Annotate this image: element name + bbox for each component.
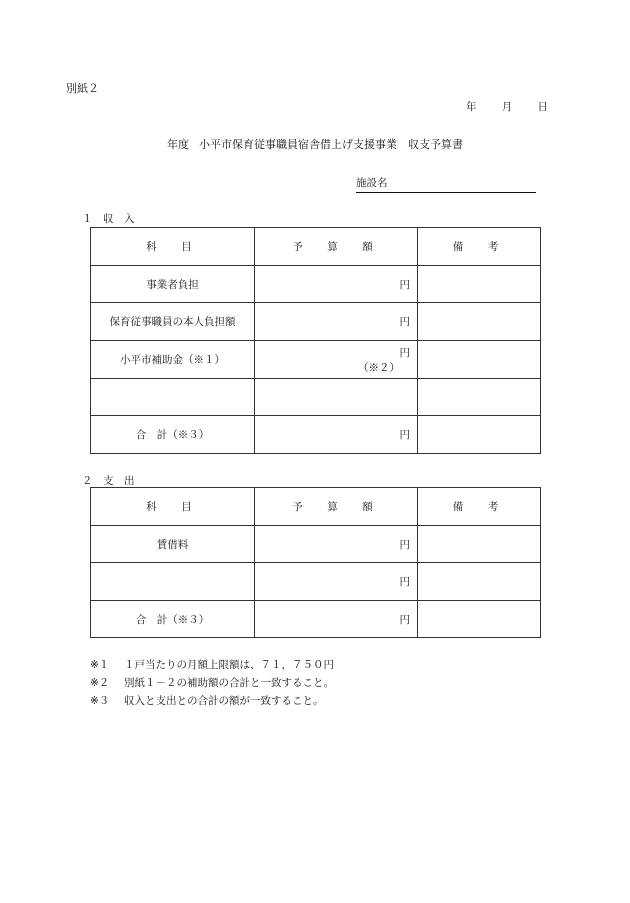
expense-table — [90, 487, 541, 638]
date-line — [466, 99, 548, 114]
row-remarks — [418, 563, 541, 601]
table-row — [91, 563, 541, 601]
income-heading: １ 収 入 — [82, 213, 135, 225]
date-year-label: 年 — [466, 101, 477, 113]
row-amount: 円 — [255, 416, 418, 454]
row-remarks — [418, 266, 541, 303]
note-mark: ※１ — [90, 659, 110, 671]
table-row — [91, 266, 541, 303]
row-amount: 円 — [255, 266, 418, 303]
table-row — [91, 341, 541, 379]
row-amount: 円 — [255, 601, 418, 638]
column-header: 予 算 額 — [255, 488, 418, 526]
note-mark: ※３ — [90, 695, 110, 707]
row-item: 小平市補助金（※１） — [91, 341, 255, 379]
column-header: 備 考 — [418, 488, 541, 526]
row-item: 保育従事職員の本人負担額 — [91, 303, 255, 341]
row-item — [91, 379, 255, 416]
facility-name-field — [356, 175, 536, 193]
date-month-label: 月 — [501, 101, 513, 113]
title-fiscal-year: 年度 — [167, 138, 189, 151]
row-remarks — [418, 416, 541, 454]
notes-list — [90, 656, 334, 710]
income-table — [90, 227, 541, 454]
column-header: 備 考 — [418, 228, 541, 266]
note-item — [90, 692, 334, 710]
row-amount: 円 — [255, 563, 418, 601]
row-item — [91, 563, 255, 601]
table-header-row — [91, 228, 541, 266]
row-amount: 円 — [255, 526, 418, 563]
row-remarks — [418, 379, 541, 416]
note-text: 別紙１－２の補助額の合計と一致すること。 — [124, 677, 334, 689]
row-amount: 円 — [255, 303, 418, 341]
date-day-label: 日 — [537, 101, 548, 113]
row-remarks — [418, 303, 541, 341]
row-remarks — [418, 601, 541, 638]
table-row — [91, 526, 541, 563]
amount-note: （※２） — [358, 361, 400, 374]
title-text: 小平市保育従事職員宿舎借上げ支援事業 収支予算書 — [199, 138, 463, 151]
row-item: 合 計（※３） — [91, 416, 255, 454]
attachment-label: 別紙２ — [66, 82, 99, 95]
table-row — [91, 303, 541, 341]
row-item: 事業者負担 — [91, 266, 255, 303]
amount-unit: 円 — [399, 346, 410, 359]
row-item: 合 計（※３） — [91, 601, 255, 638]
row-remarks — [418, 341, 541, 379]
facility-name-label: 施設名 — [356, 177, 388, 189]
column-header: 科 目 — [91, 228, 255, 266]
note-text: １戸当たりの月額上限額は、７１，７５０円 — [124, 659, 334, 671]
note-item — [90, 656, 334, 674]
column-header: 予 算 額 — [255, 228, 418, 266]
row-remarks — [418, 526, 541, 563]
note-mark: ※２ — [90, 677, 110, 689]
document-title — [0, 136, 630, 152]
table-row — [91, 601, 541, 638]
row-amount — [255, 341, 418, 379]
row-item: 賃借料 — [91, 526, 255, 563]
column-header: 科 目 — [91, 488, 255, 526]
expense-heading: ２ 支 出 — [82, 475, 135, 487]
note-text: 収入と支出との合計の額が一致すること。 — [124, 695, 324, 707]
note-item — [90, 674, 334, 692]
table-row — [91, 416, 541, 454]
table-header-row — [91, 488, 541, 526]
table-row — [91, 379, 541, 416]
row-amount — [255, 379, 418, 416]
